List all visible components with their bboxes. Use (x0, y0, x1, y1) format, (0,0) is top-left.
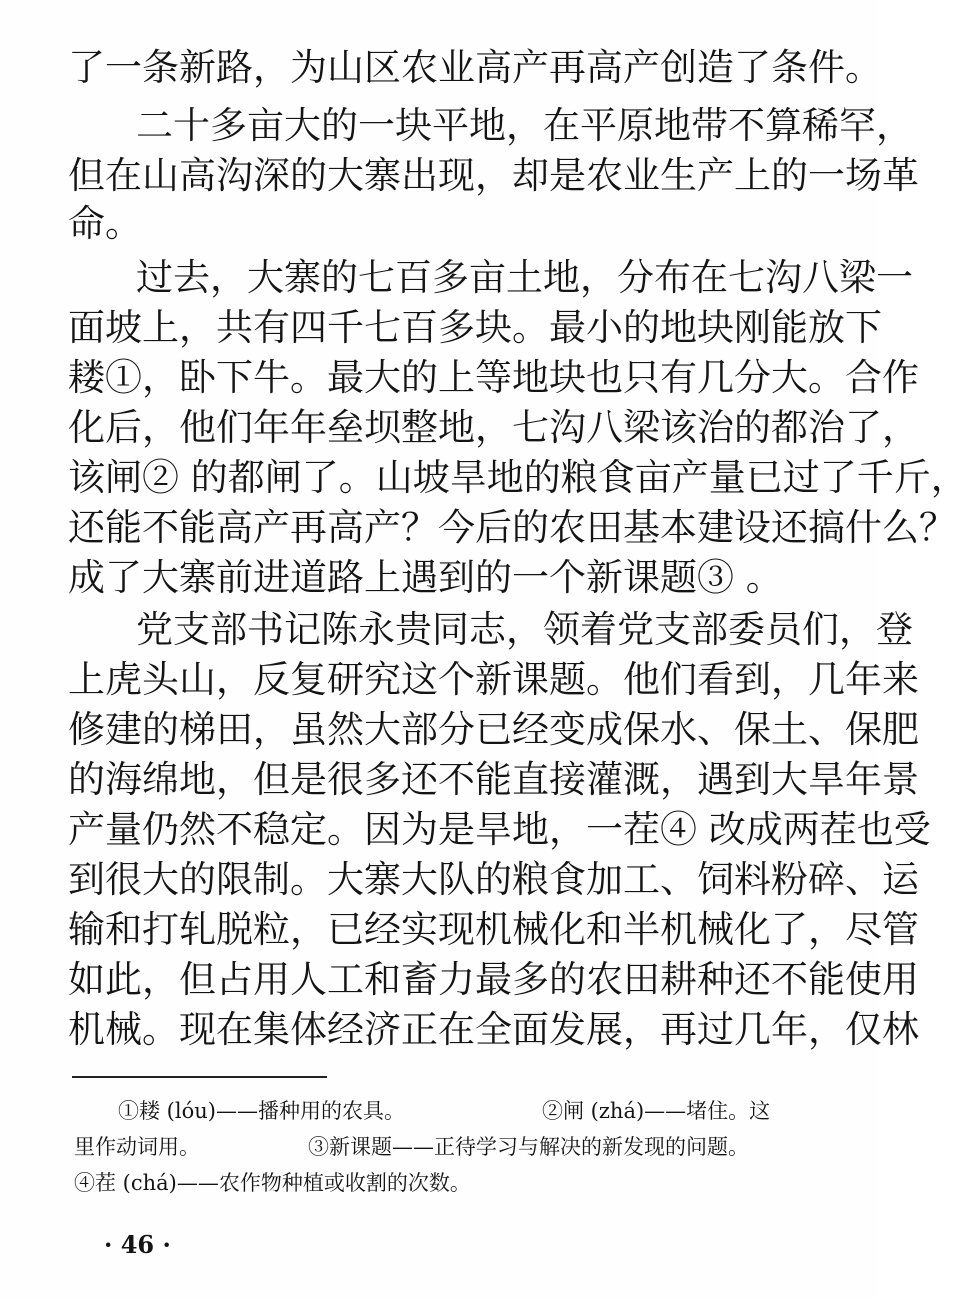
text-line-12: 党支部书记陈永贵同志，领着党支部委员们，登 (136, 608, 913, 651)
text-line-10: 还能不能高产再高产？今后的农田基本建设还搞什么？ (68, 506, 956, 549)
text-line-19: 如此，但占用人工和畜力最多的农田耕种还不能使用 (68, 958, 919, 1001)
footnote-4: ④茬 (chá)——农作物种植或收割的次数。 (74, 1171, 471, 1195)
footnote-2: ②闸 (zhá)——堵住。这 (542, 1099, 771, 1123)
text-line-15: 的海绵地，但是很多还不能直接灌溉，遇到大旱年景 (68, 758, 919, 801)
text-line-4: 命。 (68, 202, 142, 245)
text-line-1: 了一条新路，为山区农业高产再高产创造了条件。 (68, 46, 882, 89)
text-line-11: 成了大寨前进道路上遇到的一个新课题③ 。 (68, 556, 783, 599)
text-line-5: 过去，大寨的七百多亩土地，分布在七沟八梁一 (136, 256, 913, 299)
text-line-3: 但在山高沟深的大寨出现，却是农业生产上的一场革 (68, 154, 919, 197)
text-line-18: 输和打轧脱粒，已经实现机械化和半机械化了，尽管 (68, 908, 919, 951)
text-line-14: 修建的梯田，虽然大部分已经变成保水、保土、保肥 (68, 708, 919, 751)
footnote-2-continued: 里作动词用。 (74, 1135, 200, 1159)
text-line-6: 面坡上，共有四千七百多块。最小的地块刚能放下 (68, 306, 882, 349)
page-number: · 46 · (104, 1230, 171, 1259)
text-line-2: 二十多亩大的一块平地，在平原地带不算稀罕， (136, 104, 913, 147)
footnote-divider (72, 1076, 327, 1078)
text-line-8: 化后，他们年年垒坝整地，七沟八梁该治的都治了， (68, 406, 919, 449)
footnote-3: ③新课题——正待学习与解决的新发现的问题。 (308, 1135, 749, 1159)
text-line-16: 产量仍然不稳定。因为是旱地，一茬④ 改成两茬也受 (68, 808, 931, 851)
text-line-13: 上虎头山，反复研究这个新课题。他们看到，几年来 (68, 658, 919, 701)
text-line-17: 到很大的限制。大寨大队的粮食加工、饲料粉碎、运 (68, 858, 919, 901)
text-line-7: 耧①，卧下牛。最大的上等地块也只有几分大。合作 (68, 356, 919, 399)
text-line-20: 机械。现在集体经济正在全面发展，再过几年，仅林 (68, 1008, 919, 1051)
footnote-1: ①耧 (lóu)——播种用的农具。 (118, 1099, 405, 1123)
text-line-9: 该闸② 的都闸了。山坡旱地的粮食亩产量已过了千斤， (68, 456, 968, 499)
